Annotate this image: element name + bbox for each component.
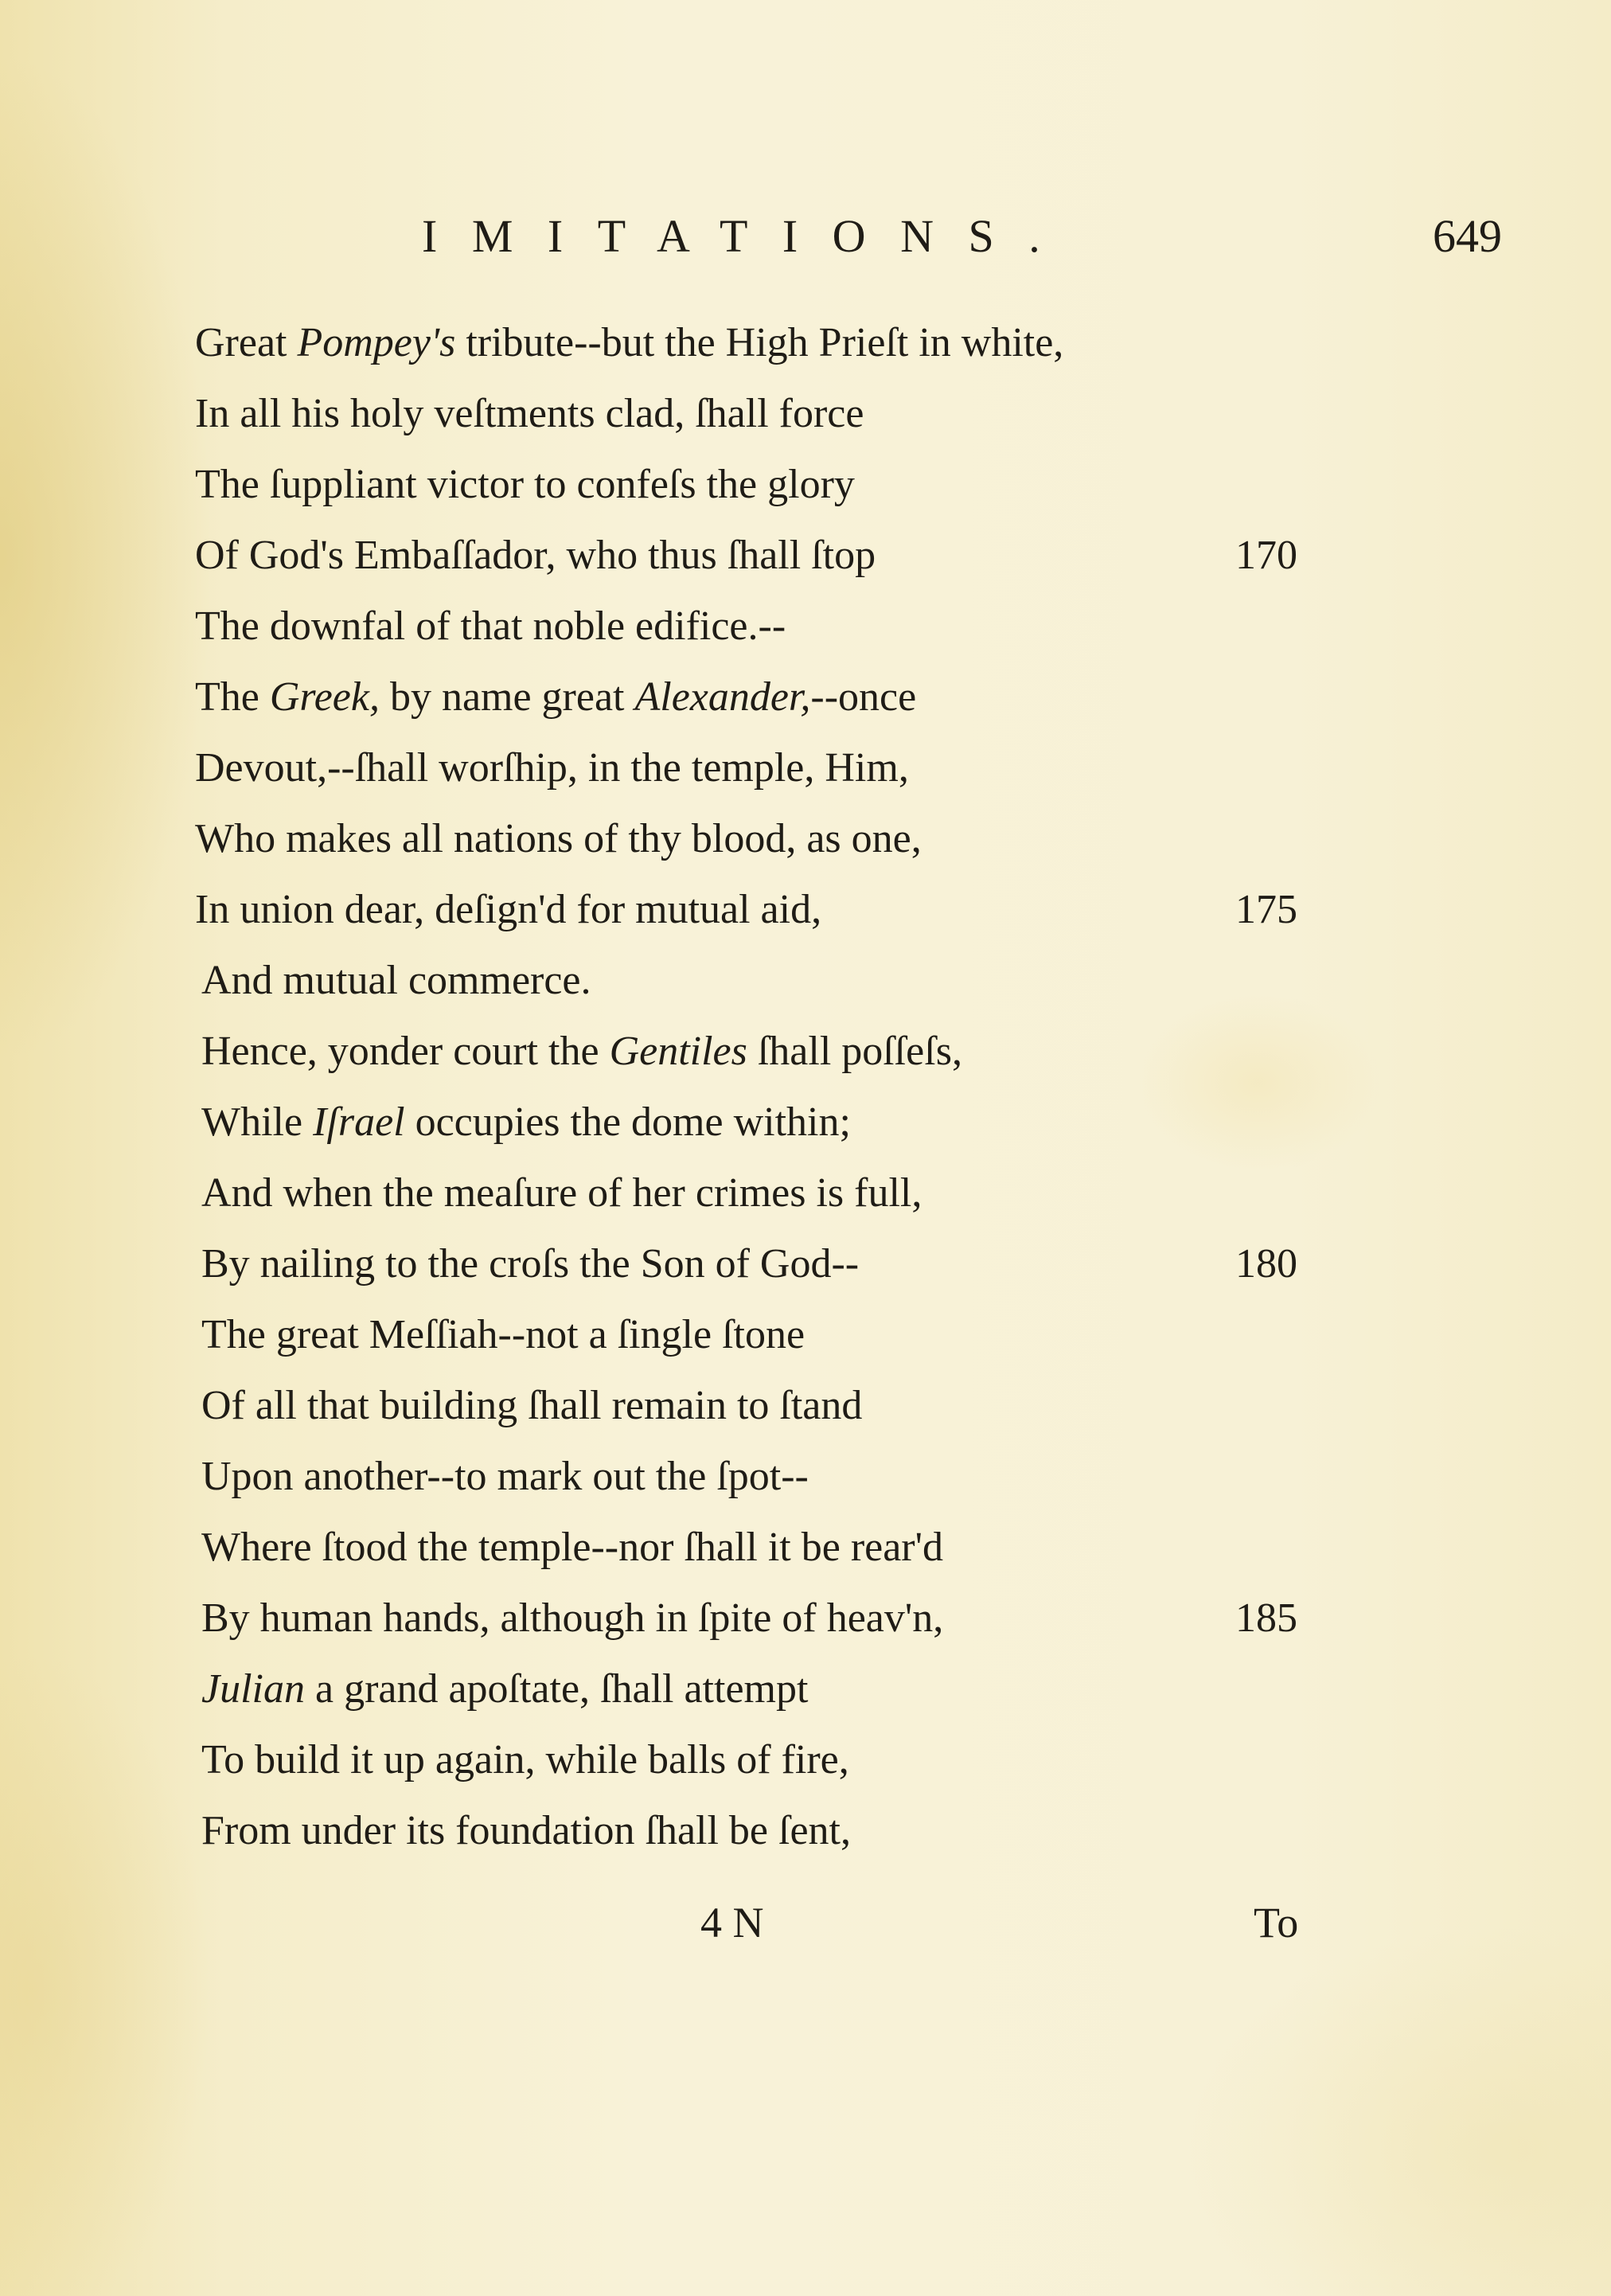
page-number: 649 (1433, 210, 1502, 262)
catchword: To (1254, 1899, 1299, 1947)
verse-line (0, 520, 1611, 591)
signature-mark: 4 N (700, 1899, 764, 1947)
line-text: To build it up again, while balls of fire, (201, 1737, 849, 1783)
verse-line (0, 1087, 1611, 1158)
verse-line (0, 732, 1611, 803)
verse-line (0, 1441, 1611, 1512)
line-text: While Iſrael occupies the dome within; (201, 1099, 851, 1145)
line-text: Where ſtood the temple--nor ſhall it be rear'd (201, 1525, 943, 1570)
line-text: Great Pompey's tribute--but the High Prieſt in white, (195, 320, 1064, 365)
line-text: Julian a grand apoſtate, ſhall attempt (201, 1666, 809, 1712)
line-text: The downfal of that noble edifice.-- (195, 603, 786, 649)
verse-line (0, 307, 1611, 378)
verse-line (0, 449, 1611, 520)
verse-line (0, 1512, 1611, 1583)
line-text: By human hands, although in ſpite of heav'n, (201, 1595, 944, 1641)
line-number: 185 (1235, 1595, 1297, 1641)
verse-line (0, 803, 1611, 874)
verse-line (0, 1795, 1611, 1866)
line-text: The Greek, by name great Alexander,--once (195, 674, 917, 720)
verse-line (0, 1016, 1611, 1087)
verse-line (0, 1228, 1611, 1299)
running-head: IMITATIONS. (422, 210, 1075, 262)
verse-line (0, 945, 1611, 1016)
verse-line (0, 591, 1611, 662)
line-text: Of all that building ſhall remain to ſtand (201, 1383, 863, 1428)
line-text: Of God's Embaſſador, who thus ſhall ſtop (195, 533, 876, 578)
line-text: And when the meaſure of her crimes is full, (201, 1170, 923, 1216)
verse-line (0, 1158, 1611, 1228)
verse-line (0, 874, 1611, 945)
line-number: 175 (1235, 887, 1297, 932)
line-text: In all his holy veſtments clad, ſhall force (195, 391, 864, 436)
verse-line (0, 1654, 1611, 1724)
verse-line (0, 378, 1611, 449)
line-number: 170 (1235, 533, 1297, 578)
line-text: The great Meſſiah--not a ſingle ſtone (201, 1312, 806, 1357)
line-text: Upon another--to mark out the ſpot-- (201, 1454, 809, 1499)
line-text: And mutual commerce. (201, 958, 591, 1003)
line-text: Who makes all nations of thy blood, as one, (195, 816, 922, 861)
line-text: By nailing to the croſs the Son of God-- (201, 1241, 860, 1287)
line-text: The ſuppliant victor to confeſs the glory (195, 462, 855, 507)
line-number: 180 (1235, 1241, 1297, 1287)
verse-line (0, 1583, 1611, 1654)
verse-line (0, 1724, 1611, 1795)
line-text: From under its foundation ſhall be ſent, (201, 1808, 851, 1853)
line-text: Devout,--ſhall worſhip, in the temple, Him, (195, 745, 909, 791)
line-text: Hence, yonder court the Gentiles ſhall poſſeſs, (201, 1029, 962, 1074)
verse-line (0, 1299, 1611, 1370)
verse-line (0, 1370, 1611, 1441)
verse-block (0, 307, 1611, 1866)
line-text: In union dear, deſign'd for mutual aid, (195, 887, 822, 932)
verse-line (0, 662, 1611, 732)
